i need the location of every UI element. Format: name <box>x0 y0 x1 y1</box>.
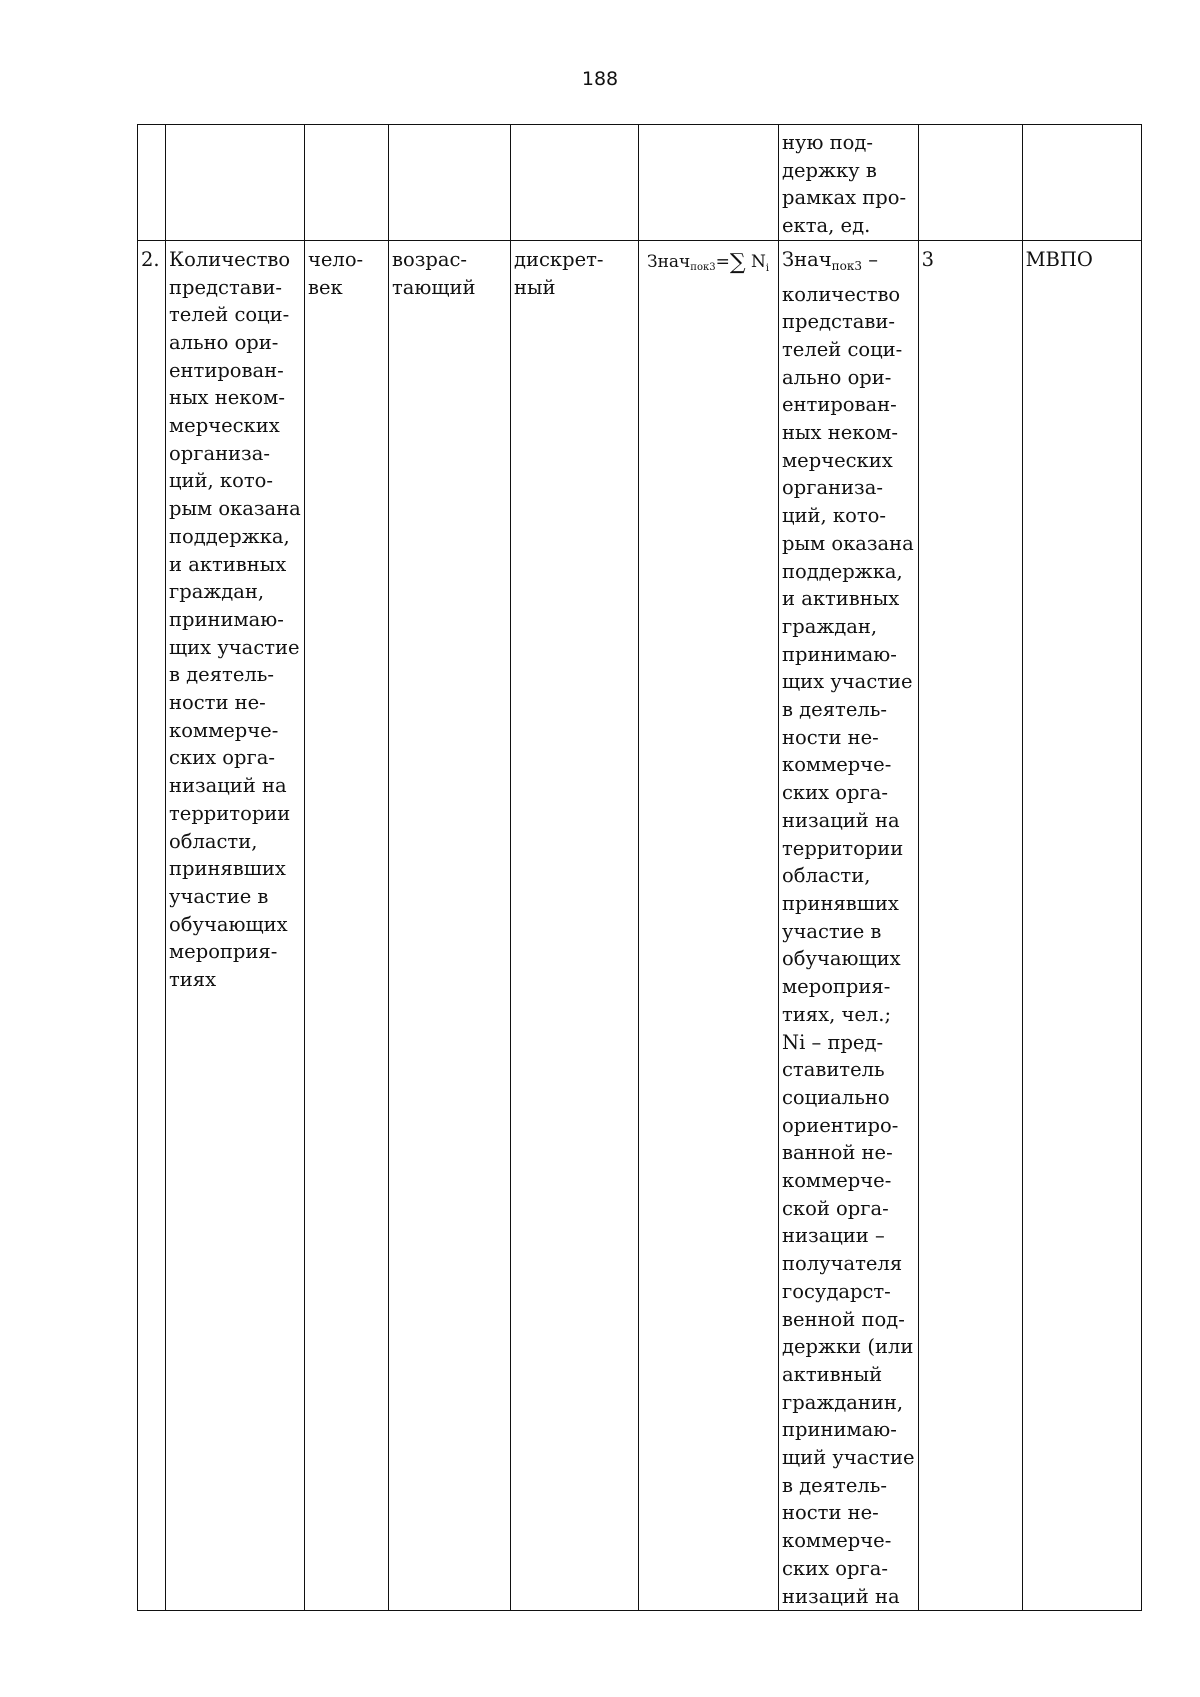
table-row-2 <box>138 240 1142 1610</box>
indicator-line: области, <box>169 829 258 853</box>
cell-unit <box>305 125 389 241</box>
definition-line: граждан, <box>782 614 878 638</box>
cell-type <box>511 125 639 241</box>
definition-line: ности не- <box>782 1501 879 1525</box>
definition-line: принимаю- <box>782 1418 897 1442</box>
indicator-line: мероприя- <box>169 940 278 964</box>
definition-line: ентирован- <box>782 393 897 417</box>
definition-line: ориентиро- <box>782 1113 899 1137</box>
definition-line: щий участие <box>782 1446 915 1470</box>
formula-equals: = <box>715 251 730 272</box>
unit <box>305 240 389 1610</box>
definition-line: ских орга- <box>782 1556 888 1580</box>
definition-line: участие в <box>782 919 882 943</box>
formula-lhs-sub: пок3 <box>690 261 716 273</box>
definition <box>779 240 919 1610</box>
definition-symbol-sub: пок3 <box>831 258 863 273</box>
type-line: дискрет- <box>514 247 604 271</box>
value-text: 3 <box>921 247 934 271</box>
indicator-line: тиях <box>169 968 217 992</box>
definition-line: активный <box>782 1362 883 1386</box>
definition-line: тиях, чел.; <box>782 1002 892 1026</box>
indicator-line: граждан, <box>169 580 265 604</box>
cell-source <box>1022 125 1141 241</box>
cell-value <box>918 125 1022 241</box>
row-number <box>138 240 166 1610</box>
indicator-type <box>511 240 639 1610</box>
definition-line: ских орга- <box>782 781 888 805</box>
indicator-line: Количество <box>169 247 291 271</box>
indicator-line: принимаю- <box>169 607 284 631</box>
cell-indicator <box>166 125 305 241</box>
table-row-continued <box>138 125 1142 241</box>
definition-line: мерческих <box>782 448 893 472</box>
indicator-line: ентирован- <box>169 358 284 382</box>
definition-line: ности не- <box>782 725 879 749</box>
definition-line: екта, ед. <box>782 214 871 238</box>
indicator-line: в деятель- <box>169 663 274 687</box>
definition-line: территории <box>782 836 904 860</box>
formula-cell <box>639 240 779 1610</box>
indicator-line: ций, кото- <box>169 469 273 493</box>
formula-var: N <box>750 251 766 272</box>
definition-line: коммерче- <box>782 1529 892 1553</box>
definition-dash: – <box>862 247 878 271</box>
indicator-line: и активных <box>169 552 287 576</box>
definition-line: обучающих <box>782 947 901 971</box>
indicator-line: щих участие <box>169 635 300 659</box>
definition-line: принимаю- <box>782 642 897 666</box>
indicator-line: ных неком- <box>169 386 285 410</box>
definition-line: и активных <box>782 587 900 611</box>
definition-line: ской орга- <box>782 1196 889 1220</box>
formula-lhs: Знач <box>647 251 691 272</box>
indicator-line: мерческих <box>169 414 280 438</box>
cell-number <box>138 125 166 241</box>
definition-line: ную под- <box>782 131 873 154</box>
direction <box>389 240 511 1610</box>
definition-first-line <box>782 246 915 281</box>
type-line: ный <box>514 275 556 299</box>
direction-line: возрас- <box>392 247 467 271</box>
definition-line: щих участие <box>782 670 913 694</box>
definition-line: представи- <box>782 310 895 334</box>
cell-definition-continued <box>779 125 919 241</box>
definition-line: социально <box>782 1085 890 1109</box>
indicator-line: территории <box>169 801 291 825</box>
definition-line: в деятель- <box>782 1473 887 1497</box>
page-number: 188 <box>581 68 619 90</box>
unit-line: век <box>308 275 343 299</box>
definition-line: коммерче- <box>782 1169 892 1193</box>
definition-line: держки (или <box>782 1335 914 1359</box>
definition-line: государст- <box>782 1279 891 1303</box>
definition-line: телей соци- <box>782 337 903 361</box>
direction-line: тающий <box>392 275 476 299</box>
data-source <box>1022 240 1141 1610</box>
formula <box>647 249 769 283</box>
row-number-text: 2. <box>141 247 160 271</box>
indicator-line: ских орга- <box>169 746 275 770</box>
definition-line: получателя <box>782 1252 903 1276</box>
indicator-line: принявших <box>169 857 286 881</box>
indicator-line: ности не- <box>169 691 266 715</box>
cell-direction <box>389 125 511 241</box>
definition-line: в деятель- <box>782 698 887 722</box>
definition-line: ально ори- <box>782 365 892 389</box>
definition-line: венной под- <box>782 1307 905 1331</box>
indicator-name <box>166 240 305 1610</box>
definition-line: области, <box>782 864 871 888</box>
definition-line: гражданин, <box>782 1390 904 1414</box>
indicator-line: низаций на <box>169 774 287 798</box>
sum-symbol: ∑ <box>729 249 746 275</box>
definition-line: Ni – пред- <box>782 1030 884 1054</box>
indicator-line: коммерче- <box>169 718 279 742</box>
cell-formula <box>639 125 779 241</box>
source-text: МВПО <box>1025 247 1093 271</box>
indicator-line: ально ори- <box>169 330 279 354</box>
definition-line: держку в <box>782 158 877 182</box>
definition-line: мероприя- <box>782 975 891 999</box>
indicator-line: обучающих <box>169 912 288 936</box>
indicator-line: организа- <box>169 441 270 465</box>
definition-line: низаций на <box>782 1584 900 1608</box>
definition-line: ций, кото- <box>782 504 886 528</box>
formula-var-sub: i <box>765 262 770 274</box>
indicator-line: рым оказана <box>169 497 301 521</box>
definition-line: количество <box>782 282 901 306</box>
definition-line: ванной не- <box>782 1141 893 1165</box>
definition-line: низации – <box>782 1224 885 1248</box>
definition-line: низаций на <box>782 808 900 832</box>
unit-line: чело- <box>308 247 364 271</box>
definition-line: организа- <box>782 476 883 500</box>
definition-line: ставитель <box>782 1058 885 1082</box>
indicator-value <box>918 240 1022 1610</box>
indicator-line: поддержка, <box>169 524 290 548</box>
definition-line: коммерче- <box>782 753 892 777</box>
definition-symbol: Знач <box>782 247 832 271</box>
indicator-line: телей соци- <box>169 303 290 327</box>
indicator-line: представи- <box>169 275 282 299</box>
indicators-table <box>137 124 1142 1611</box>
indicator-line: участие в <box>169 884 269 908</box>
definition-line: рамках про- <box>782 186 907 210</box>
definition-line: принявших <box>782 891 899 915</box>
definition-line: поддержка, <box>782 559 903 583</box>
definition-line: ных неком- <box>782 421 898 445</box>
definition-line: рым оказана <box>782 531 914 555</box>
